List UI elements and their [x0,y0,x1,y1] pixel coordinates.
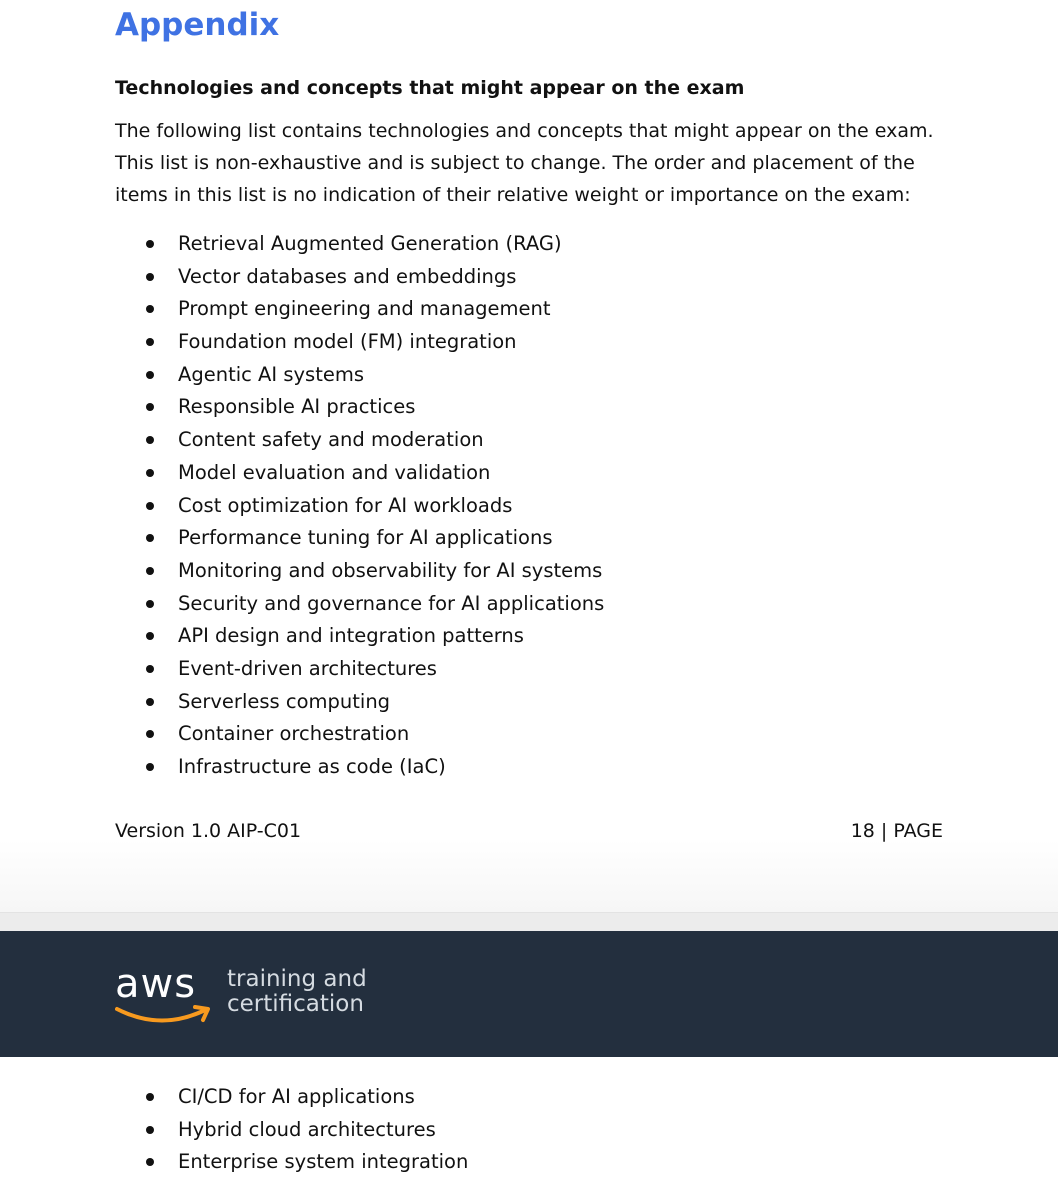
list-item-text: API design and integration patterns [178,624,524,648]
bullet-icon [146,1126,154,1134]
bullet-icon [146,371,154,379]
list-item [115,1114,468,1147]
footer-page-number: 18 | PAGE [850,820,943,842]
section-subheading: Technologies and concepts that might appear on the exam [115,77,745,99]
list-item-text: Foundation model (FM) integration [178,330,517,354]
bullet-icon [146,469,154,477]
intro-paragraph: The following list contains technologies and concepts that might appear on the exam. This list is non-exhaustive and is subject to change. The order and placement of the items in this list is no indication of their relative weight or importance on the exam: [115,120,934,206]
list-item [115,653,604,686]
bullet-icon [146,534,154,542]
aws-logo-text: aws [115,961,197,1007]
list-item [115,359,604,392]
list-item [115,620,604,653]
list-item [115,588,604,621]
list-item [115,228,604,261]
list-item-text: Retrieval Augmented Generation (RAG) [178,232,562,255]
bullet-icon [146,567,154,575]
bullet-icon [146,600,154,608]
list-item [115,751,604,784]
footer-version: Version 1.0 AIP-C01 [115,820,302,842]
technologies-list [115,228,604,784]
technologies-list-continued [115,1081,468,1179]
aws-banner [0,931,1058,1057]
list-item [115,261,604,294]
aws-tagline [227,967,367,1017]
bullet-icon [146,338,154,346]
list-item-text: Vector databases and embeddings [178,264,517,288]
bullet-icon [146,502,154,510]
bullet-icon [146,436,154,444]
list-item [115,555,604,588]
list-item-text: Event-driven architectures [178,656,437,680]
tagline-line-2: certification [227,991,364,1017]
bullet-icon [146,273,154,281]
bullet-icon [146,763,154,771]
list-item [115,1081,468,1114]
list-item-text: Hybrid cloud architectures [178,1117,436,1141]
list-item-text: Infrastructure as code (IaC) [178,755,446,778]
list-item-text: Model evaluation and validation [178,460,491,484]
tagline-line-1: training and [227,966,367,992]
list-item-text: Prompt engineering and management [178,297,551,321]
list-item-text: Serverless computing [178,689,391,713]
list-item-text: Monitoring and observability for AI systems [178,558,603,582]
page-separator [0,912,1058,933]
list-item-text: Enterprise system integration [178,1150,469,1174]
list-item-text: Agentic AI systems [178,362,365,386]
list-item [115,490,604,523]
bullet-icon [146,1158,154,1166]
bullet-icon [146,403,154,411]
list-item [115,457,604,490]
list-item [115,1146,468,1179]
list-item-text: Cost optimization for AI workloads [178,493,513,517]
list-item [115,293,604,326]
list-item-text: Responsible AI practices [178,395,416,419]
list-item [115,424,604,457]
bullet-icon [146,1093,154,1101]
bullet-icon [146,730,154,738]
list-item-text: Performance tuning for AI applications [178,526,553,550]
list-item-text: Security and governance for AI applications [178,591,605,615]
list-item-text: Content safety and moderation [178,428,484,452]
list-item [115,326,604,359]
list-item-text: Container orchestration [178,722,410,746]
list-item [115,718,604,751]
list-item [115,522,604,555]
list-item [115,391,604,424]
bullet-icon [146,665,154,673]
page-title: Appendix [115,7,280,43]
aws-smile-icon [115,1001,213,1025]
list-item-text: CI/CD for AI applications [178,1085,415,1108]
bullet-icon [146,240,154,248]
bullet-icon [146,305,154,313]
bullet-icon [146,698,154,706]
bullet-icon [146,632,154,640]
aws-logo [115,961,215,1031]
list-item [115,686,604,719]
